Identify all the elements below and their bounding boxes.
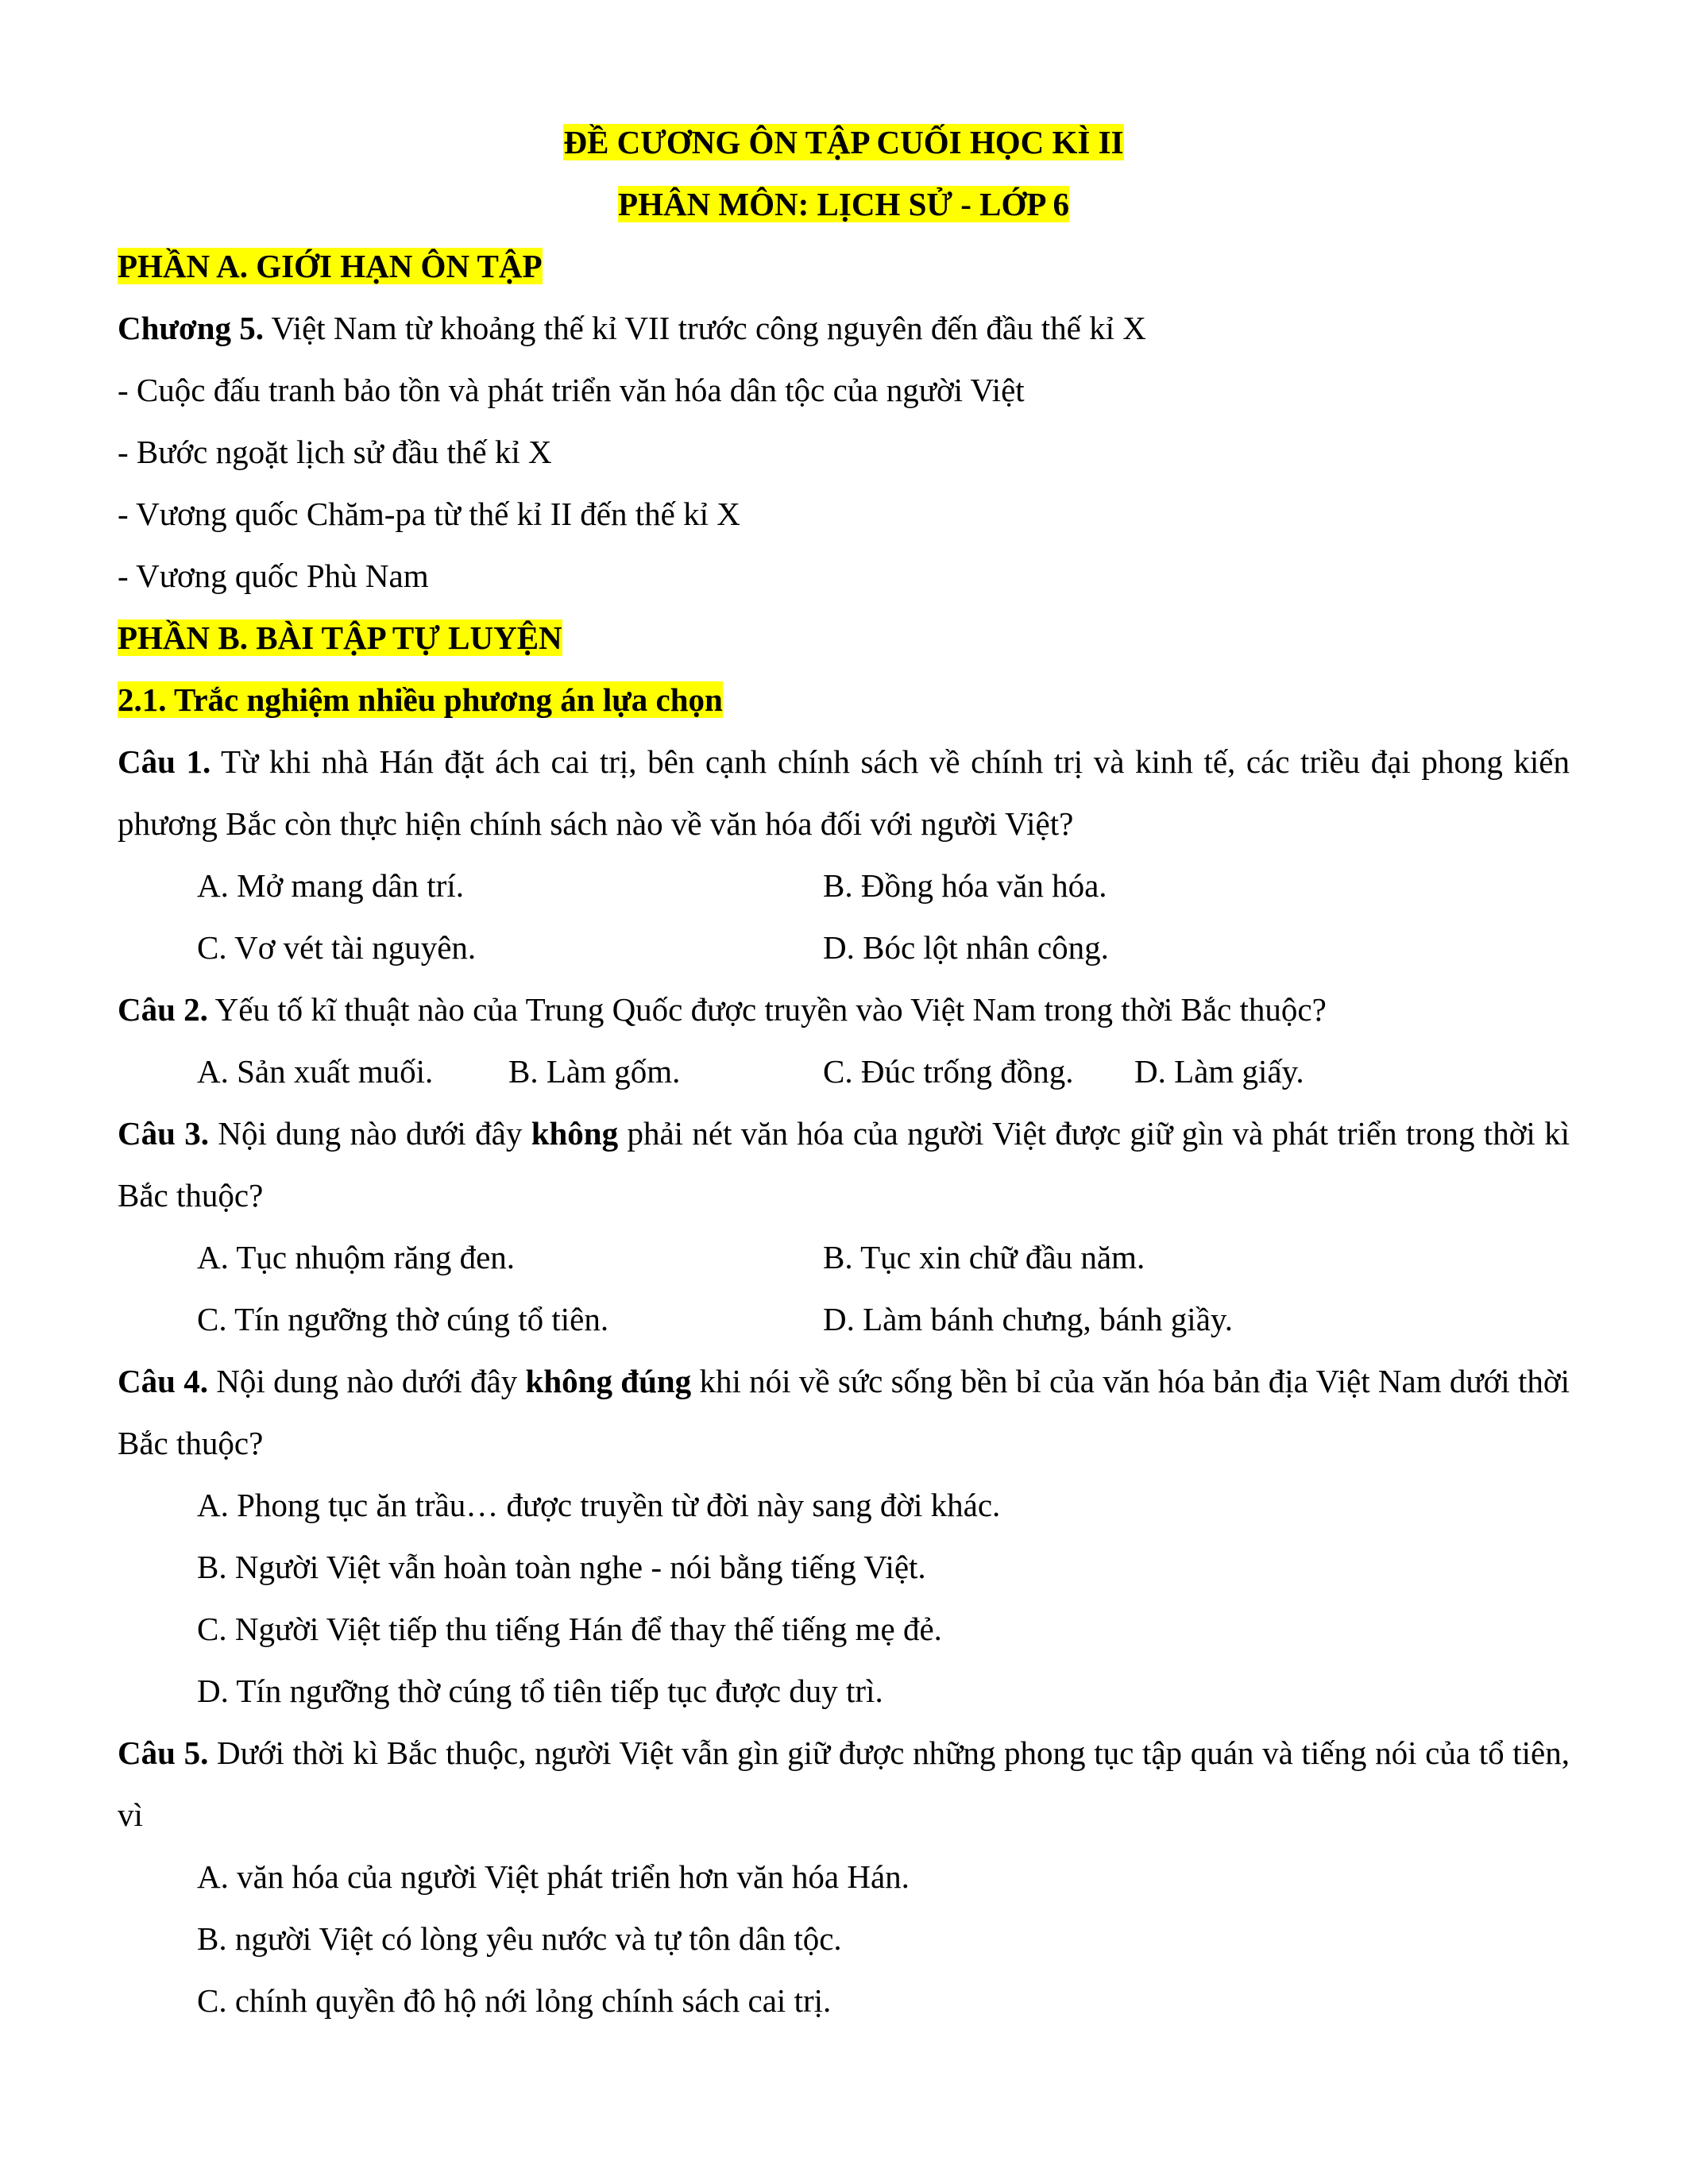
answer-row [118, 1040, 1570, 1102]
answer-option: A. Mở mang dân trí. [197, 867, 464, 904]
part-b-heading: PHẦN B. BÀI TẬP TỰ LUYỆN [118, 619, 562, 656]
answer-option: C. Người Việt tiếp thu tiếng Hán để thay thế tiếng mẹ đẻ. [197, 1611, 942, 1647]
document-page [118, 111, 1570, 2032]
question-text: Dưới thời kì Bắc thuộc, người Việt vẫn gìn giữ được những phong tục tập quán và tiếng nói của tổ tiên, vì [118, 1734, 1570, 1833]
question-1 [118, 731, 1570, 855]
answer-option: C. Vơ vét tài nguyên. [197, 929, 477, 966]
question-label: Câu 1. [118, 743, 211, 780]
answer-option: B. Tục xin chữ đầu năm. [823, 1239, 1145, 1275]
answer-option: D. Làm giấy. [1134, 1053, 1304, 1090]
chapter-label: Chương 5. [118, 310, 265, 346]
answer-option: B. Làm gốm. [508, 1053, 681, 1090]
answer-option: A. Sản xuất muối. [197, 1053, 434, 1090]
answer-option: C. Tín ngưỡng thờ cúng tổ tiên. [197, 1301, 609, 1337]
question-emphasis: không đúng [525, 1363, 692, 1399]
topic-item: - Vương quốc Chăm-pa từ thế kỉ II đến thế kỉ X [118, 496, 740, 532]
answer-row [118, 916, 1570, 978]
question-text-pre: Nội dung nào dưới đây [209, 1115, 531, 1152]
answer-option: A. Phong tục ăn trầu… được truyền từ đời này sang đời khác. [197, 1487, 1001, 1523]
answer-option: A. Tục nhuộm răng đen. [197, 1239, 516, 1275]
part-b-heading-line [118, 607, 1570, 669]
answer-option: D. Làm bánh chưng, bánh giầy. [823, 1301, 1233, 1337]
question-text: Yếu tố kĩ thuật nào của Trung Quốc được truyền vào Việt Nam trong thời Bắc thuộc? [207, 991, 1327, 1028]
part-b-subheading: 2.1. Trắc nghiệm nhiều phương án lựa chọn [118, 681, 723, 718]
answer-option: D. Bóc lột nhân công. [823, 929, 1109, 966]
question-text-post: khi nói về sức sống bền bỉ của văn hóa bản địa Việt Nam dưới thời Bắc thuộc? [118, 1363, 1570, 1461]
question-label: Câu 2. [118, 991, 208, 1028]
part-a-heading-line [118, 235, 1570, 297]
question-emphasis: không [531, 1115, 619, 1152]
topic-item: - Vương quốc Phù Nam [118, 558, 429, 594]
question-4 [118, 1350, 1570, 1474]
answer-option: A. văn hóa của người Việt phát triển hơn văn hóa Hán. [197, 1858, 910, 1895]
document-title-line [118, 111, 1570, 173]
answer-option: C. Đúc trống đồng. [823, 1053, 1074, 1090]
question-label: Câu 5. [118, 1734, 209, 1771]
answer-option: C. chính quyền đô hộ nới lỏng chính sách cai trị. [197, 1982, 832, 2019]
question-text-post: phải nét văn hóa của người Việt được giữ gìn và phát triển trong thời kì Bắc thuộc? [118, 1115, 1570, 1214]
answer-option: B. Người Việt vẫn hoàn toàn nghe - nói bằng tiếng Việt. [197, 1549, 926, 1585]
answer-row [118, 1226, 1570, 1288]
question-2 [118, 978, 1570, 1040]
chapter-line [118, 297, 1570, 359]
document-title: ĐỀ CƯƠNG ÔN TẬP CUỐI HỌC KÌ II [563, 124, 1124, 160]
topic-item: - Bước ngoặt lịch sử đầu thế kỉ X [118, 434, 552, 470]
question-text-pre: Nội dung nào dưới đây [207, 1363, 526, 1399]
answer-option: D. Tín ngưỡng thờ cúng tổ tiên tiếp tục được duy trì. [197, 1673, 883, 1709]
question-5 [118, 1722, 1570, 1846]
answer-option: B. người Việt có lòng yêu nước và tự tôn dân tộc. [197, 1920, 842, 1957]
part-b-subheading-line [118, 669, 1570, 731]
answer-row [118, 855, 1570, 916]
part-a-heading: PHẦN A. GIỚI HẠN ÔN TẬP [118, 248, 543, 284]
document-subtitle: PHÂN MÔN: LỊCH SỬ - LỚP 6 [618, 186, 1069, 222]
answer-option: B. Đồng hóa văn hóa. [823, 867, 1107, 904]
question-3 [118, 1102, 1570, 1226]
question-text: Từ khi nhà Hán đặt ách cai trị, bên cạnh chính sách về chính trị và kinh tế, các triều đại phong kiến phương Bắc còn thực hiện chính sách nào về văn hóa đối với người Việt? [118, 743, 1570, 842]
question-label: Câu 4. [118, 1363, 208, 1399]
chapter-text: Việt Nam từ khoảng thế kỉ VII trước công nguyên đến đầu thế kỉ X [264, 310, 1146, 346]
topic-item: - Cuộc đấu tranh bảo tồn và phát triển văn hóa dân tộc của người Việt [118, 372, 1025, 408]
answer-row [118, 1288, 1570, 1350]
document-subtitle-line [118, 173, 1570, 235]
question-label: Câu 3. [118, 1115, 209, 1152]
